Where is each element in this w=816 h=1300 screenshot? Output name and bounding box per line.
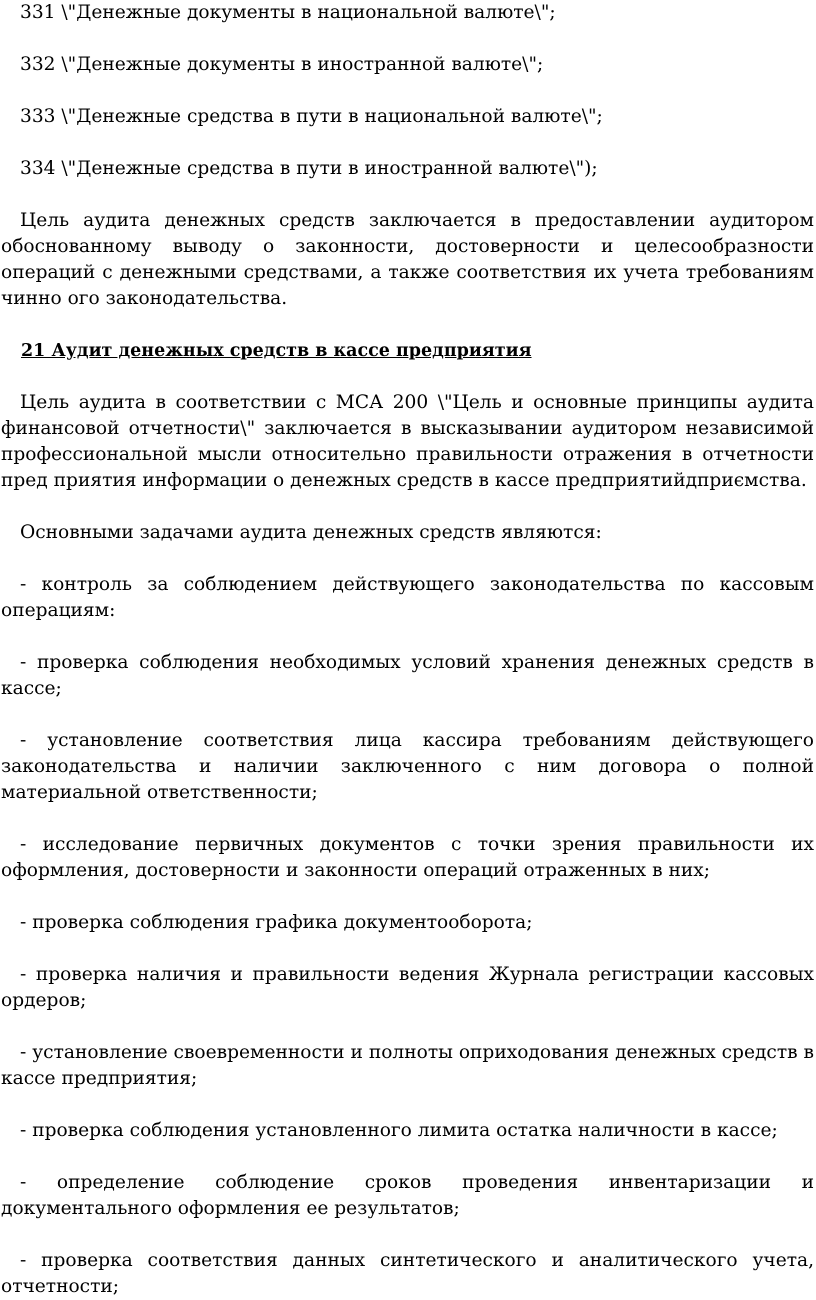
goal-paragraph: Цель аудита денежных средств заключается в предоставлении аудитором обоснованному выводу о законности, достоверности и целесообразности операций с денежными средствами, а также соответствия их учета требованиям чинно ого законодательства.: [1, 210, 814, 309]
task-item: - контроль за соблюдением действующего законодательства по кассовым операциям:: [1, 574, 814, 621]
task-item: - проверка соблюдения необходимых условий хранения денежных средств в кассе;: [1, 652, 814, 699]
tasks-intro: Основными задачами аудита денежных средств являются:: [20, 522, 602, 543]
task-item: - проверка соблюдения установленного лимита остатка наличности в кассе;: [20, 1120, 778, 1141]
task-item: - проверка соблюдения графика документооборота;: [20, 912, 533, 933]
task-item: - определение соблюдение сроков проведения инвентаризации и документального оформления ее результатов;: [1, 1172, 814, 1219]
task-item: - исследование первичных документов с точки зрения правильности их оформления, достоверности и законности операций отраженных в них;: [1, 834, 814, 881]
account-line-331: 331 \"Денежные документы в национальной валюте\";: [20, 2, 556, 23]
section-heading: 21 Аудит денежных средств в кассе предприятия: [21, 341, 532, 361]
task-item: - установление своевременности и полноты оприходования денежных средств в кассе предприятия;: [1, 1042, 814, 1089]
task-item: - установление соответствия лица кассира требованиям действующего законодательства и наличии заключенного с ним договора о полной материальной ответственности;: [1, 730, 814, 803]
task-item: - проверка наличия и правильности ведения Журнала регистрации кассовых ордеров;: [1, 964, 814, 1011]
task-item: - проверка соответствия данных синтетического и аналитического учета, отчетности;: [1, 1250, 814, 1297]
account-line-333: 333 \"Денежные средства в пути в национальной валюте\";: [20, 106, 603, 127]
account-line-332: 332 \"Денежные документы в иностранной валюте\";: [20, 54, 544, 75]
msa-paragraph: Цель аудита в соответствии с МСА 200 \"Цель и основные принципы аудита финансовой отчетности\" заключается в высказывании аудитором независимой профессиональной мысли относительно правильности отражения в отчетности пред приятия информации о денежных средств в кассе предприятийдприємства.: [1, 392, 814, 491]
account-line-334: 334 \"Денежные средства в пути в иностранной валюте\");: [20, 158, 598, 179]
